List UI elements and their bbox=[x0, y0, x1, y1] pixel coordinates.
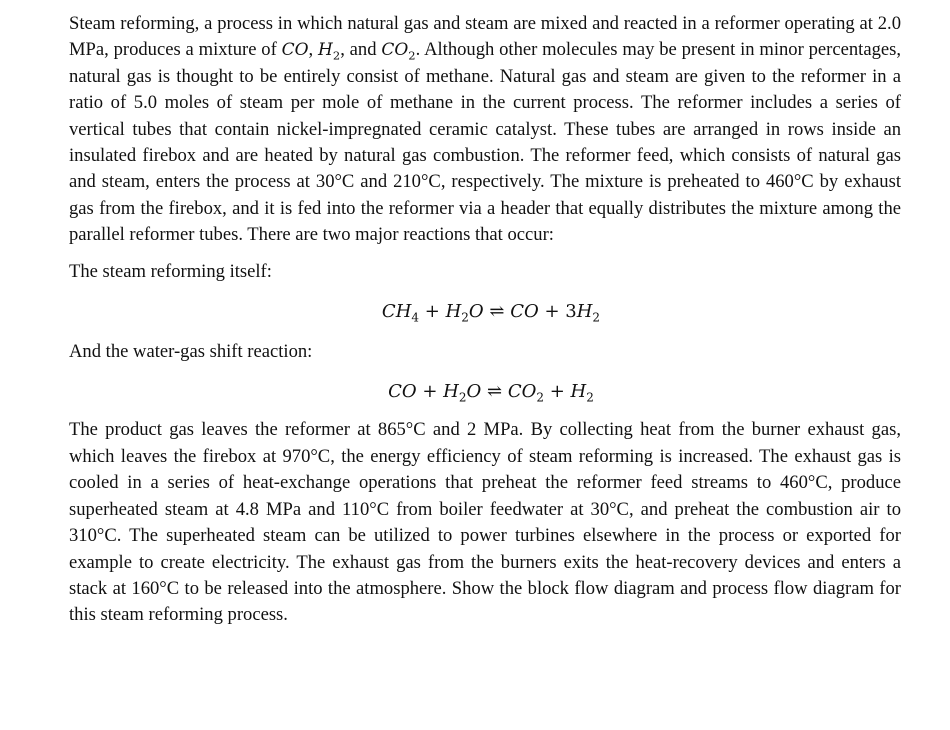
intro-paragraph bbox=[69, 11, 901, 249]
eq1-sub: 4 bbox=[411, 310, 420, 325]
eq2-sub: 2 bbox=[536, 391, 544, 406]
intro-sep-1: , bbox=[308, 39, 319, 61]
eq1-term: + H bbox=[419, 301, 462, 323]
math-h2-base: H bbox=[318, 40, 333, 61]
intro-text-1: Steam reforming, a process in which natural gas and steam are mixed and reacted in a reformer operating at 2.0 MPa, produces a mixture of bbox=[69, 13, 901, 61]
spacer bbox=[69, 285, 901, 299]
eq2-term: O ⇌ CO bbox=[466, 381, 537, 403]
intro-sep-2: , and bbox=[340, 39, 382, 61]
spacer bbox=[69, 405, 901, 417]
math-co2-base: CO bbox=[381, 40, 409, 61]
intro-text-2: . Although other molecules may be present in minor percentages, natural gas is thought to be entirely consist of methane. Natural gas and steam are given to the reformer in a ratio of 5.0 moles of steam per mole of methane in the current process. The reformer includes a series of vertical tubes that contain nickel-impregnated ceramic catalyst. These tubes are arranged in rows inside an insulated firebox and are heated by natural gas combustion. The reformer feed, which consists of natural gas and steam, enters the process at 30°C and 210°C, respectively. The mixture is preheated to 460°C by exhaust gas from the firebox, and it is fed into the reformer via a header that equally distributes the mixture among the parallel reformer tubes. There are two major reactions that occur: bbox=[69, 39, 902, 246]
steam-reforming-label: The steam reforming itself: bbox=[69, 260, 272, 282]
eq2-term: CO + H bbox=[388, 381, 459, 403]
closing-paragraph: The product gas leaves the reformer at 865°C and 2 MPa. By collecting heat from the burner exhaust gas, which leaves the firebox at 970°C, the energy efficiency of steam reforming is increased. The exhaust gas is cooled in a series of heat-exchange operations that preheat the reformer feed streams to 460°C, produce superheated steam at 4.8 MPa and 110°C from boiler feedwater at 30°C, and preheat the combustion air to 310°C. The superheated steam can be utilized to power turbines elsewhere in the process or exported for example to create electricity. The exhaust gas from the burners exits the heat-recovery devices and enters a stack at 160°C to be released into the atmosphere. Show the block flow diagram and process flow diagram for this steam reforming process. bbox=[69, 419, 901, 626]
math-co2-sub: 2 bbox=[408, 48, 416, 63]
eq1-term: CH bbox=[381, 301, 412, 323]
math-co2 bbox=[381, 40, 416, 63]
eq1-term: O ⇌ CO + bbox=[468, 301, 566, 323]
eq2-sub: 2 bbox=[586, 391, 594, 406]
spacer bbox=[69, 325, 901, 339]
eq1-coefficient: 3 bbox=[565, 301, 577, 323]
eq1-sub: 2 bbox=[592, 310, 601, 325]
spacer bbox=[69, 249, 901, 259]
spacer bbox=[69, 365, 901, 379]
equation-steam-reforming bbox=[69, 299, 901, 325]
eq2-term: + H bbox=[543, 381, 587, 403]
eq1-term: H bbox=[576, 301, 593, 323]
water-gas-label: And the water-gas shift reaction: bbox=[69, 341, 313, 363]
eq2-sub: 2 bbox=[458, 391, 467, 406]
equation-water-gas-shift bbox=[69, 379, 901, 405]
math-co: CO bbox=[281, 40, 309, 61]
math-h2-sub: 2 bbox=[332, 48, 341, 63]
eq1-sub: 2 bbox=[461, 310, 469, 325]
math-h2 bbox=[318, 40, 341, 63]
